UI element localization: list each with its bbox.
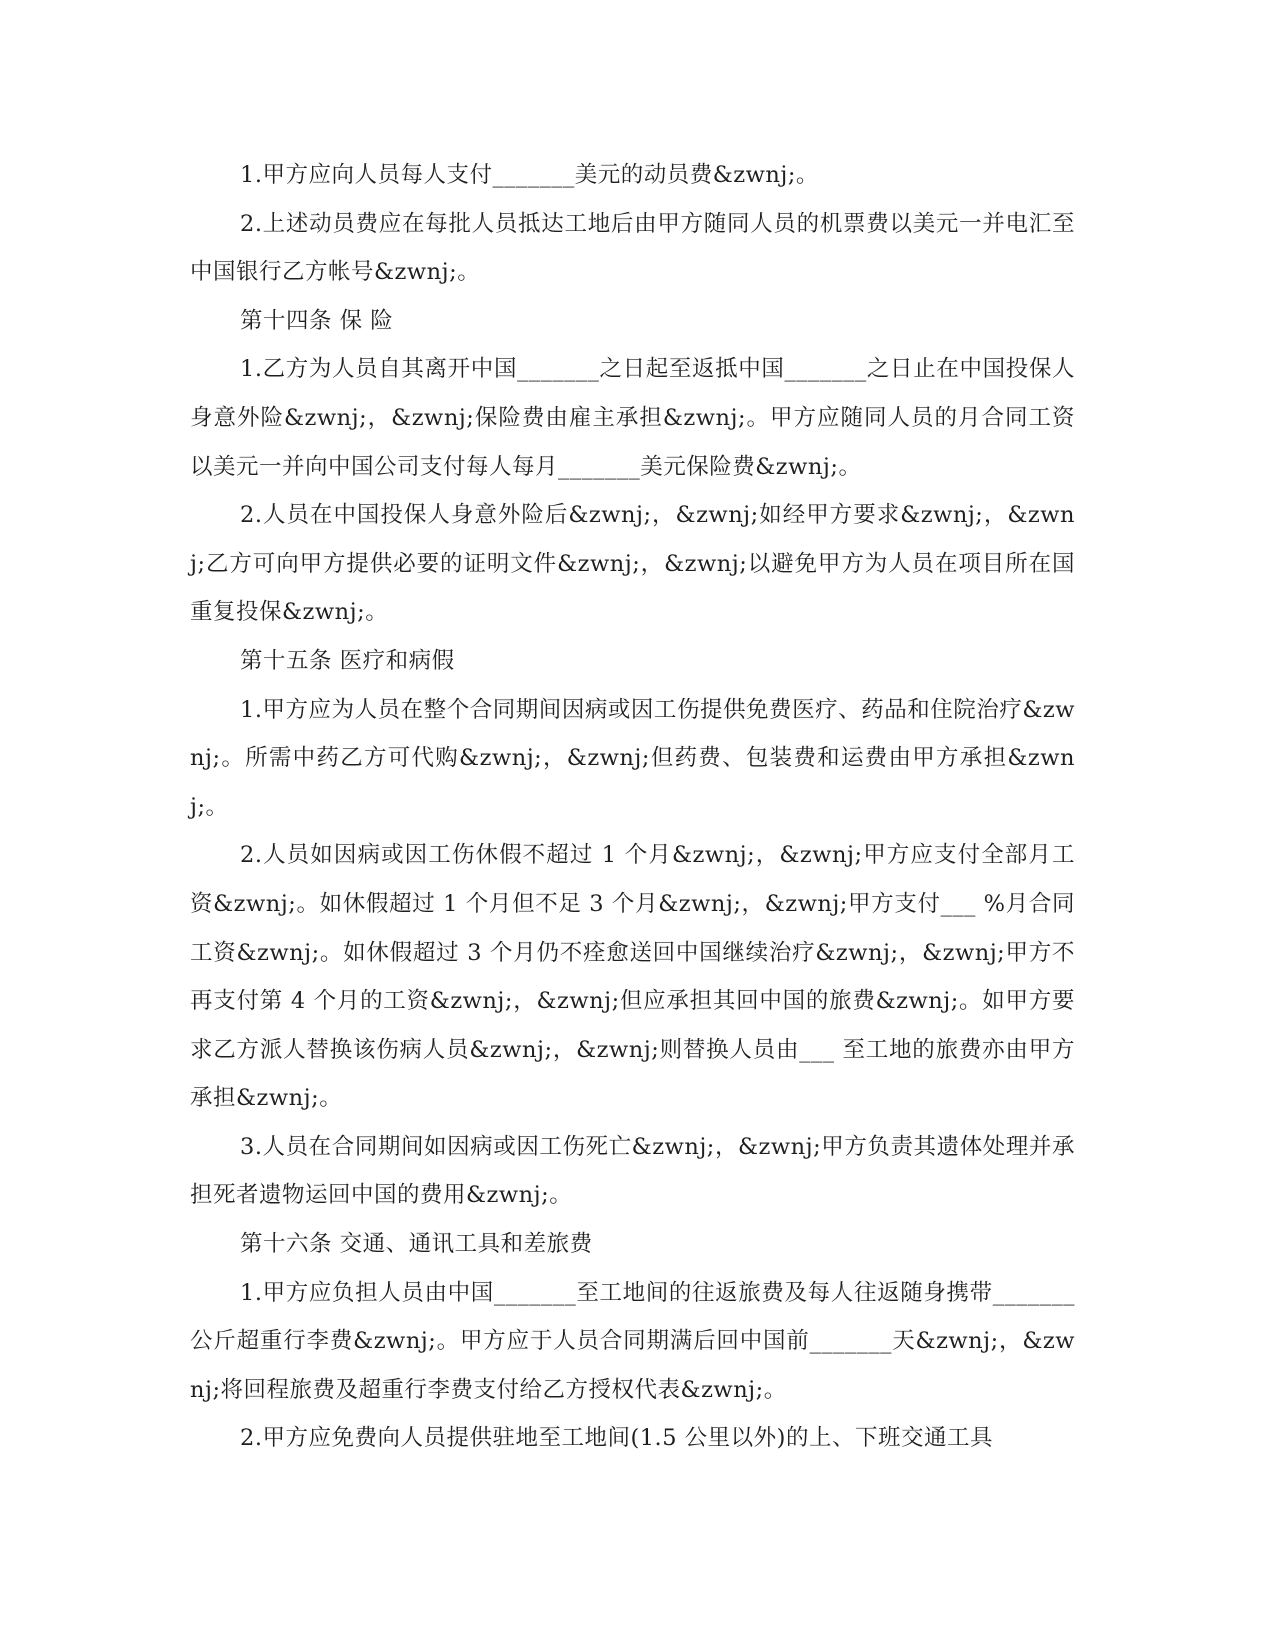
paragraph-insurance-2: 2.人员在中国投保人身意外险后&zwnj;，&zwnj;如经甲方要求&zwnj;，&zwnj;乙方可向甲方提供必要的证明文件&zwnj;，&zwnj;以避免甲方为人员在项目所在国重复投保&zwnj;。 (190, 502, 1075, 626)
section-heading-medical-leave: 第十五条 医疗和病假 (240, 647, 455, 674)
section-heading-transport: 第十六条 交通、通讯工具和差旅费 (240, 1231, 593, 1258)
paragraph-insurance-1: 1.乙方为人员自其离开中国_______之日起至返抵中国_______之日止在中国投保人身意外险&zwnj;，&zwnj;保险费由雇主承担&zwnj;。甲方应随同人员的月合同工资以美元一并向中国公司支付每人每月_______美元保险费&zwnj;。 (190, 356, 1075, 480)
document-body (190, 151, 1075, 1463)
paragraph-mobilization-remittance: 2.上述动员费应在每批人员抵达工地后由甲方随同人员的机票费以美元一并电汇至中国银行乙方帐号&zwnj;。 (190, 210, 1075, 286)
paragraph-medical-2: 2.人员如因病或因工伤休假不超过 1 个月&zwnj;，&zwnj;甲方应支付全部月工资&zwnj;。如休假超过 1 个月但不足 3 个月&zwnj;，&zwnj;甲方支付___ %月合同工资&zwnj;。如休假超过 3 个月仍不痊愈送回中国继续治疗&zwnj;，&zwnj;甲方不再支付第 4 个月的工资&zwnj;，&zwnj;但应承担其回中国的旅费&zwnj;。如甲方要求乙方派人替换该伤病人员&zwnj;，&zwnj;则替换人员由___ 至工地的旅费亦由甲方承担&zwnj;。 (190, 842, 1075, 1112)
paragraph-medical-1: 1.甲方应为人员在整个合同期间因病或因工伤提供免费医疗、药品和住院治疗&zwnj;。所需中药乙方可代购&zwnj;，&zwnj;但药费、包装费和运费由甲方承担&zwnj;。 (190, 696, 1075, 820)
paragraph-transport-2: 2.甲方应免费向人员提供驻地至工地间(1.5 公里以外)的上、下班交通工具 (240, 1425, 993, 1452)
paragraph-transport-1: 1.甲方应负担人员由中国_______至工地间的往返旅费及每人往返随身携带_______公斤超重行李费&zwnj;。甲方应于人员合同期满后回中国前_______天&zwnj;，&zwnj;将回程旅费及超重行李费支付给乙方授权代表&zwnj;。 (190, 1279, 1075, 1403)
paragraph-medical-3: 3.人员在合同期间如因病或因工伤死亡&zwnj;，&zwnj;甲方负责其遗体处理并承担死者遗物运回中国的费用&zwnj;。 (190, 1133, 1075, 1209)
section-heading-insurance: 第十四条 保 险 (240, 307, 394, 334)
paragraph-mobilization-fee: 1.甲方应向人员每人支付_______美元的动员费&zwnj;。 (240, 162, 819, 188)
